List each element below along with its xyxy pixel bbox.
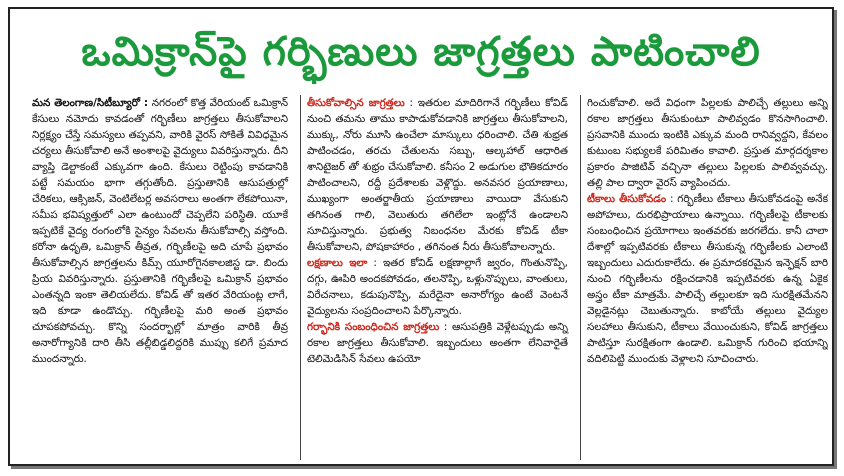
column-1	[32, 95, 294, 460]
body-text: : ఇతర కోవిడ్ లక్షణాల్లాగే జ్వరం, గొంతునొప్పి, దగ్గు, ఊపిరి అందకపోవడం, తలనొప్పి, ఒళ్లునొప్పులు, వాంతులు, విరేచనాలు, కడుపునొప్పి, మరేదైనా అనారోగ్యం ఉంటే వెంటనే వైద్యులను సంప్రదించాలని పేర్కొన్నారు.	[307, 257, 568, 317]
column-2	[300, 95, 574, 460]
paragraph-pregnancy-care	[307, 319, 568, 367]
headline: ఒమిక్రాన్‌పై గర్భిణులు జాగ్రత్తలు పాటించాలి	[81, 29, 761, 75]
body-text: : ఇతరుల మాదిరిగానే గర్భిణీలు కోవిడ్ నుంచి తమను తాము కాపాడుకోవడానికి జాగ్రత్తలు తీసుకోవాలని, ముక్కు, నోరు మూసి ఉంచేలా మాస్కులు ధరించాలి. చేతి శుభ్రత పాటించడం, తరచు చేతులను సబ్బు, ఆల్కహాల్ ఆధారిత శానిటైజర్ తో శుభ్రం చేసుకోవాలి. కనీసం 2 అడుగుల భౌతికదూరం పాటించాలని, రద్దీ ప్రదేశాలకు వెళ్లొద్దు. అనవసర ప్రయాణాలు, ముఖ్యంగా అంతర్జాతీయ ప్రయాణాలు వాయిదా వేసుకుని తగినంత గాలి, వెలుతురు తగిలేలా ఇంట్లోనే ఉండాలని సూచిస్తున్నారు. ప్రభుత్వ నిబంధనల మేరకు కోవిడ్ టీకా తీసుకోవాలని, పోషకాహారం , తగినంత నీరు తీసుకోవాలన్నారు.	[307, 97, 568, 253]
subheading-symptoms: లక్షణాలు ఇలా	[307, 257, 368, 269]
body-text: గించుకోవాలి. అదే విధంగా పిల్లలకు పాలిచ్చే తల్లులు అన్ని రకాల జాగ్రత్తలు తీసుకుంటూ పాలివ్వడం కొనసాగించాలి. ప్రసవానికి ముందు ఇంటికి ఎక్కువ మంది రానివ్వద్దని, కేవలం కుటుంబ సభ్యులకే పరిమితం కావాలి. ప్రస్తుత మార్గదర్శకాల ప్రకారం పాజిటివ్ వచ్చినా తల్లులు పిల్లలకు పాలివ్వవచ్చు. తల్లి పాల ద్వారా వైరస్ వ్యాపించదు.	[587, 97, 828, 189]
subheading-precautions: తీసుకోవాల్సిన జాగ్రత్తలు	[307, 97, 405, 109]
paragraph-intro	[32, 95, 288, 367]
article-frame	[8, 7, 834, 466]
paragraph-symptoms	[307, 255, 568, 319]
paragraph-breastfeeding	[587, 95, 828, 191]
body-text: : గర్భిణీలు టీకాలు తీసుకోవడంపై అనేక అపోహలు, దురభిప్రాయాలు ఉన్నాయి. గర్భిణీలపై టీకాలకు సంబంధించిన ప్రయోగాలు ఇంతవరకు జరగలేదు. కానీ చాలా దేశాల్లో ఇప్పటివరకు టీకాలు తీసుకున్న గర్భిణీలకు ఎలాంటి ఇబ్బందులు ఎదురుకాలేదు. ఈ ప్రమాదకరమైన ఇన్ఫెక్షన్ బారి నుంచి గర్భిణీలను రక్షించడానికి ఇప్పటివరకు ఉన్న ఏకైక అస్త్రం టీకా మాత్రమే. పాలిచ్చే తల్లులకూ ఇది సురక్షితమేనని వెల్లడైనట్లు చెబుతున్నారు. కాబోయే తల్లులు వైద్యుల సలహాలు తీసుకుని, టీకాలు వేయించుకుని, కోవిడ్ జాగ్రత్తలు పాటిస్తూ సురక్షితంగా ఉండాలి. ఒమిక్రాన్ గురించి భయాన్ని వదిలిపెట్టి ముందుకు వెళ్లాలని సూచించారు.	[587, 193, 828, 365]
body-text: : ఆసుపత్రికి వెళ్లేటప్పుడు అన్ని రకాల జాగ్రత్తలు తీసుకోవాలి. ఇబ్బందులు అంతగా లేనివారైతే టెలిమెడిసిన్ సేవలు ఉపయో	[307, 321, 568, 365]
subheading-vaccination: టీకాలు తీసుకోవడం	[587, 193, 667, 205]
subheading-pregnancy-care: గర్భానికి సంబంధించిన జాగ్రత్తలు	[307, 321, 440, 333]
dateline: మన తెలంగాణ/సిటీబ్యూరో :	[32, 97, 149, 109]
body-text: నగరంలో కొత్త వేరియంట్ ఒమిక్రాన్ కేసులు నమోదు కావడంతో గర్భిణీలు జాగ్రత్తలు తీసుకోవాలని నిర్లక్ష్యం చేస్తే సమస్యలు తప్పవని, వారికి వైరస్ సోకితే వివిధమైన చర్యలు తీసుకోవాలి అనే అంశాలపై వైద్యులు వివరిస్తున్నారు. దీని వ్యాప్తి డెల్టాకంటే ఎక్కువగా ఉంది. కేసులు రెట్టింపు కావడానికి పట్టే సమయం భాగా తగ్గుతోంది. ప్రస్తుతానికి ఆసుపత్రుల్లో చేరికలు, ఆక్సిజన్, వెంటిలేటర్ల అవసరాలు అంతగా లేకపోయినా, సమీప భవిష్యత్తులో ఎలా ఉంటుందో చెప్పలేని పరిస్థితి. యూకే ఇప్పటికే వైద్య రంగంలోకి సైన్యం సేవలను తీసుకోవాల్సి వస్తోంది. కరోనా ఉధృతి, ఒమిక్రాన్ తీవ్రత, గర్భిణీలపై అది చూపే ప్రభావం తీసుకోవాల్సిన జాగ్రత్తలను కిమ్స్ యూరోగైనకాలజిస్ట డా. బిందు ప్రియ వివరిస్తున్నారు. ప్రస్తుతానికి గర్భిణీలపై ఒమిక్రాన్ ప్రభావం ఎంతన్నది ఇంకా తెలియలేదు. కోవిడ్ తో ఇతర వేరియంట్ల లాగే, ఇది కూడా ఉండొచ్చు. గర్భిణీలపై మరి అంత ప్రభావం చూపకపోవచ్చు. కొన్ని సందర్భాల్లో మాత్రం వారికి తీవ్ర అనారోగ్యానికి దారి తీసి తల్లీబిడ్డలిద్దరికి ముప్పు కలిగే ప్రమాద ముందన్నారు.	[32, 97, 288, 365]
column-3	[580, 95, 828, 460]
paragraph-vaccination	[587, 191, 828, 367]
paragraph-precautions	[307, 95, 568, 255]
